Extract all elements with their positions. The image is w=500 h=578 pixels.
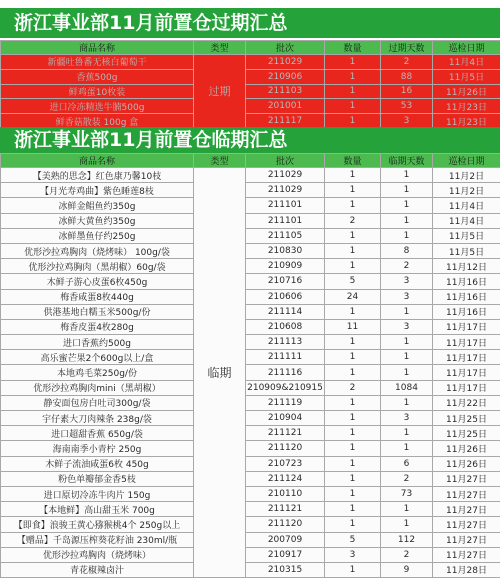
inspection-date-cell: 11月16日	[433, 289, 500, 304]
product-name-cell: 香蕉500g	[1, 69, 194, 84]
product-name-cell: 木鲜子流油咸蛋6枚 450g	[1, 456, 194, 471]
table-row	[1, 84, 500, 99]
near-expiry-summary-title: 浙江事业部11月前置仓临期汇总	[0, 127, 500, 153]
quantity-cell: 1	[325, 395, 381, 410]
days-cell: 3	[381, 114, 433, 129]
table-row	[1, 168, 500, 183]
batch-cell: 210608	[246, 319, 325, 334]
days-cell: 2	[381, 471, 433, 486]
quantity-cell: 1	[325, 502, 381, 517]
product-name-cell: 优形沙拉鸡胸肉（烧烤味） 100g/袋	[1, 243, 194, 258]
column-header-inspection-date: 巡检日期	[433, 41, 500, 55]
batch-cell: 211121	[246, 426, 325, 441]
column-header-inspection-date: 巡检日期	[433, 154, 500, 168]
product-name-cell: 新疆吐鲁番无核白葡萄干	[1, 55, 194, 70]
table-row	[1, 471, 500, 486]
batch-cell: 211120	[246, 441, 325, 456]
product-name-cell: 优形沙拉鸡胸肉（黑胡椒）60g/袋	[1, 259, 194, 274]
quantity-cell: 1	[325, 114, 381, 129]
days-cell: 8	[381, 243, 433, 258]
table-row	[1, 350, 500, 365]
quantity-cell: 1	[325, 365, 381, 380]
table-row	[1, 228, 500, 243]
batch-cell: 210606	[246, 289, 325, 304]
table-row	[1, 304, 500, 319]
inspection-date-cell: 11月23日	[433, 114, 500, 129]
days-cell: 2	[381, 55, 433, 70]
product-name-cell: 【即食】浪骏王黄心猕猴桃4个 250g以上	[1, 517, 194, 532]
table-row	[1, 395, 500, 410]
quantity-cell: 1	[325, 456, 381, 471]
inspection-date-cell: 11月17日	[433, 335, 500, 350]
batch-cell: 211029	[246, 55, 325, 70]
days-cell: 73	[381, 486, 433, 501]
product-name-cell: 木鲜子游心皮蛋6枚450g	[1, 274, 194, 289]
table-row	[1, 365, 500, 380]
days-cell: 1	[381, 304, 433, 319]
column-header-days: 临期天数	[381, 154, 433, 168]
inspection-date-cell: 11月26日	[433, 84, 500, 99]
days-cell: 3	[381, 289, 433, 304]
table-row	[1, 517, 500, 532]
days-cell: 1	[381, 441, 433, 456]
quantity-cell: 5	[325, 532, 381, 547]
column-header-type: 类型	[194, 154, 246, 168]
table-row	[1, 547, 500, 562]
quantity-cell: 1	[325, 55, 381, 70]
days-cell: 6	[381, 456, 433, 471]
quantity-cell: 1	[325, 335, 381, 350]
table-row	[1, 441, 500, 456]
table-row	[1, 183, 500, 198]
product-name-cell: 供港基地白糯玉米500g/份	[1, 304, 194, 319]
days-cell: 1	[381, 350, 433, 365]
days-cell: 1	[381, 168, 433, 183]
product-name-cell: 【月光寿鸡曲】紫色睡莲8枝	[1, 183, 194, 198]
batch-cell: 211116	[246, 365, 325, 380]
product-name-cell: 进口原切冷冻牛肉片 150g	[1, 486, 194, 501]
batch-cell: 211119	[246, 395, 325, 410]
inspection-date-cell: 11月2日	[433, 168, 500, 183]
product-name-cell: 高乐蜜芒果2个600g以上/盒	[1, 350, 194, 365]
days-cell: 88	[381, 69, 433, 84]
days-cell: 1	[381, 517, 433, 532]
batch-cell: 211111	[246, 350, 325, 365]
batch-cell: 211029	[246, 168, 325, 183]
expired-table-header	[1, 41, 500, 55]
table-row	[1, 456, 500, 471]
batch-cell: 211101	[246, 198, 325, 213]
quantity-cell: 24	[325, 289, 381, 304]
product-name-cell: 冰鲜金鲳鱼约350g	[1, 198, 194, 213]
batch-cell: 210909&210915	[246, 380, 325, 395]
product-name-cell: 鲜香菇散装 100g 盒	[1, 114, 194, 129]
table-row	[1, 55, 500, 70]
inspection-date-cell: 11月17日	[433, 380, 500, 395]
product-name-cell: 梅香咸蛋8枚440g	[1, 289, 194, 304]
days-cell: 9	[381, 562, 433, 577]
product-name-cell: 【美熟的思念】红色康乃馨10枝	[1, 168, 194, 183]
inspection-date-cell: 11月26日	[433, 441, 500, 456]
table-row	[1, 69, 500, 84]
product-name-cell: 【赠品】千岛源压榨葵花籽油 230ml/瓶	[1, 532, 194, 547]
batch-cell: 210904	[246, 411, 325, 426]
table-row	[1, 243, 500, 258]
inspection-date-cell: 11月5日	[433, 228, 500, 243]
days-cell: 1	[381, 502, 433, 517]
batch-cell: 210315	[246, 562, 325, 577]
quantity-cell: 1	[325, 168, 381, 183]
quantity-cell: 1	[325, 228, 381, 243]
batch-cell: 210716	[246, 274, 325, 289]
quantity-cell: 1	[325, 411, 381, 426]
days-cell: 1	[381, 395, 433, 410]
table-row	[1, 562, 500, 577]
product-name-cell: 进口冷冻精选牛腩500g	[1, 99, 194, 114]
batch-cell: 211103	[246, 84, 325, 99]
column-header-quantity: 数量	[325, 41, 381, 55]
table-row	[1, 274, 500, 289]
days-cell: 3	[381, 411, 433, 426]
product-name-cell: 本地鸡毛菜250g/份	[1, 365, 194, 380]
column-header-quantity: 数量	[325, 154, 381, 168]
expired-table	[0, 40, 500, 129]
inspection-date-cell: 11月25日	[433, 426, 500, 441]
days-cell: 3	[381, 274, 433, 289]
quantity-cell: 1	[325, 99, 381, 114]
batch-cell: 211105	[246, 228, 325, 243]
inspection-date-cell: 11月5日	[433, 243, 500, 258]
batch-cell: 211120	[246, 517, 325, 532]
table-row	[1, 259, 500, 274]
batch-cell: 211029	[246, 183, 325, 198]
inspection-date-cell: 11月4日	[433, 198, 500, 213]
inspection-date-cell: 11月27日	[433, 547, 500, 562]
batch-cell: 200709	[246, 532, 325, 547]
product-name-cell: 鲜鸡蛋10枚装	[1, 84, 194, 99]
product-name-cell: 【本地鲜】高山甜玉米 700g	[1, 502, 194, 517]
quantity-cell: 1	[325, 243, 381, 258]
product-name-cell: 粉色单瓣郁金香5枝	[1, 471, 194, 486]
quantity-cell: 1	[325, 517, 381, 532]
inspection-date-cell: 11月23日	[433, 99, 500, 114]
batch-cell: 211113	[246, 335, 325, 350]
table-row	[1, 99, 500, 114]
table-row	[1, 198, 500, 213]
batch-cell: 211114	[246, 304, 325, 319]
column-header-batch: 批次	[246, 154, 325, 168]
inspection-date-cell: 11月17日	[433, 365, 500, 380]
quantity-cell: 1	[325, 198, 381, 213]
days-cell: 1	[381, 365, 433, 380]
days-cell: 112	[381, 532, 433, 547]
days-cell: 1	[381, 228, 433, 243]
days-cell: 1084	[381, 380, 433, 395]
table-row	[1, 380, 500, 395]
inspection-date-cell: 11月22日	[433, 395, 500, 410]
quantity-cell: 3	[325, 547, 381, 562]
batch-cell: 210830	[246, 243, 325, 258]
quantity-cell: 1	[325, 562, 381, 577]
inspection-date-cell: 11月16日	[433, 274, 500, 289]
days-cell: 1	[381, 183, 433, 198]
inspection-date-cell: 11月4日	[433, 55, 500, 70]
quantity-cell: 1	[325, 426, 381, 441]
product-name-cell: 进口超甜香蕉 650g/袋	[1, 426, 194, 441]
table-row	[1, 213, 500, 228]
product-name-cell: 进口香蕉约500g	[1, 335, 194, 350]
days-cell: 3	[381, 319, 433, 334]
inspection-date-cell: 11月12日	[433, 259, 500, 274]
table-row	[1, 411, 500, 426]
inspection-date-cell: 11月17日	[433, 319, 500, 334]
table-row	[1, 532, 500, 547]
near-expiry-table-header	[1, 154, 500, 168]
quantity-cell: 1	[325, 259, 381, 274]
product-name-cell: 优形沙拉鸡胸肉mini（黑胡椒）	[1, 380, 194, 395]
inspection-date-cell: 11月4日	[433, 213, 500, 228]
quantity-cell: 1	[325, 486, 381, 501]
quantity-cell: 2	[325, 380, 381, 395]
batch-cell: 210110	[246, 486, 325, 501]
inspection-date-cell: 11月25日	[433, 411, 500, 426]
quantity-cell: 1	[325, 471, 381, 486]
batch-cell: 210917	[246, 547, 325, 562]
quantity-cell: 1	[325, 350, 381, 365]
quantity-cell: 2	[325, 213, 381, 228]
column-header-days: 过期天数	[381, 41, 433, 55]
column-header-batch: 批次	[246, 41, 325, 55]
type-cell: 临期	[194, 168, 246, 578]
batch-cell: 211117	[246, 114, 325, 129]
batch-cell: 211124	[246, 471, 325, 486]
quantity-cell: 1	[325, 69, 381, 84]
table-row	[1, 319, 500, 334]
table-row	[1, 486, 500, 501]
days-cell: 2	[381, 547, 433, 562]
days-cell: 1	[381, 335, 433, 350]
batch-cell: 211121	[246, 502, 325, 517]
product-name-cell: 青花椒辣卤汁	[1, 562, 194, 577]
batch-cell: 210906	[246, 69, 325, 84]
column-header-product-name: 商品名称	[1, 154, 194, 168]
column-header-product-name: 商品名称	[1, 41, 194, 55]
inspection-date-cell: 11月28日	[433, 562, 500, 577]
quantity-cell: 1	[325, 304, 381, 319]
inspection-date-cell: 11月27日	[433, 502, 500, 517]
days-cell: 2	[381, 259, 433, 274]
expired-summary-title: 浙江事业部11月前置仓过期汇总	[0, 8, 500, 38]
quantity-cell: 1	[325, 183, 381, 198]
near-expiry-table	[0, 153, 500, 578]
quantity-cell: 1	[325, 84, 381, 99]
days-cell: 1	[381, 426, 433, 441]
inspection-date-cell: 11月27日	[433, 486, 500, 501]
batch-cell: 210909	[246, 259, 325, 274]
product-name-cell: 冰鲜墨鱼仔约250g	[1, 228, 194, 243]
table-row	[1, 289, 500, 304]
days-cell: 53	[381, 99, 433, 114]
inspection-date-cell: 11月27日	[433, 532, 500, 547]
inspection-date-cell: 11月16日	[433, 304, 500, 319]
inspection-date-cell: 11月27日	[433, 517, 500, 532]
table-row	[1, 335, 500, 350]
product-name-cell: 梅香皮蛋4枚280g	[1, 319, 194, 334]
days-cell: 16	[381, 84, 433, 99]
product-name-cell: 优形沙拉鸡胸肉（烧烤味）	[1, 547, 194, 562]
days-cell: 1	[381, 198, 433, 213]
inspection-date-cell: 11月2日	[433, 183, 500, 198]
table-row	[1, 502, 500, 517]
batch-cell: 201001	[246, 99, 325, 114]
inspection-date-cell: 11月27日	[433, 471, 500, 486]
quantity-cell: 1	[325, 441, 381, 456]
product-name-cell: 海南南季小青柠 250g	[1, 441, 194, 456]
batch-cell: 211101	[246, 213, 325, 228]
type-cell: 过期	[194, 55, 246, 129]
inspection-date-cell: 11月26日	[433, 456, 500, 471]
quantity-cell: 11	[325, 319, 381, 334]
batch-cell: 210723	[246, 456, 325, 471]
inspection-date-cell: 11月5日	[433, 69, 500, 84]
inspection-date-cell: 11月17日	[433, 350, 500, 365]
column-header-type: 类型	[194, 41, 246, 55]
table-row	[1, 426, 500, 441]
days-cell: 1	[381, 213, 433, 228]
quantity-cell: 5	[325, 274, 381, 289]
product-name-cell: 冰鲜大黄鱼约350g	[1, 213, 194, 228]
product-name-cell: 静安面包房白吐司300g/袋	[1, 395, 194, 410]
product-name-cell: 宇仔素大刀肉辣条 238g/袋	[1, 411, 194, 426]
